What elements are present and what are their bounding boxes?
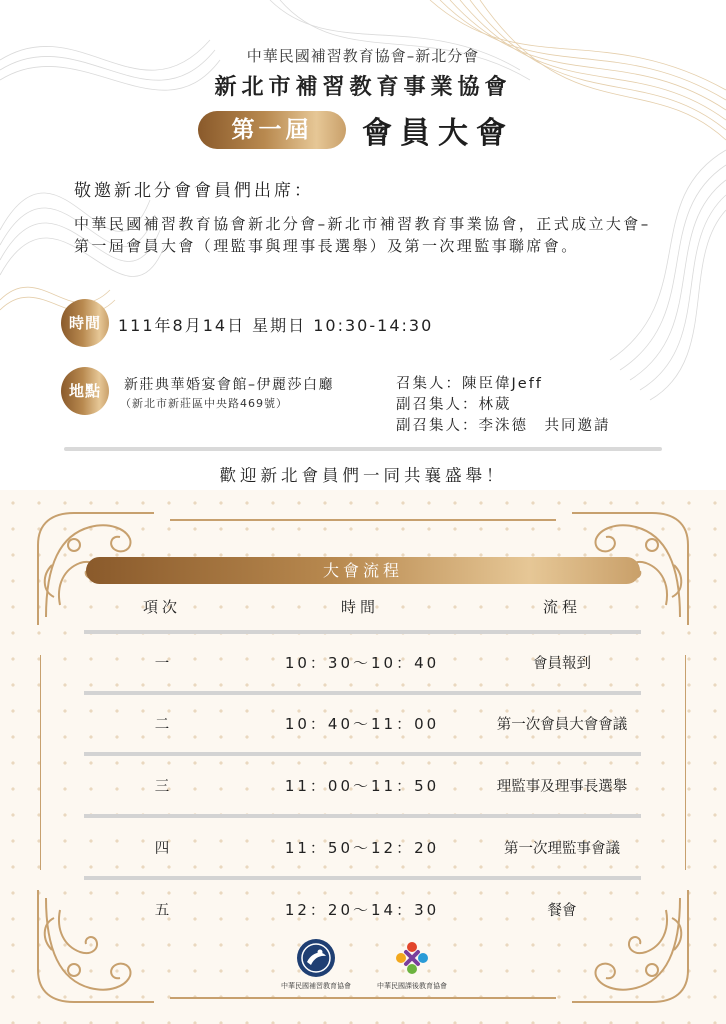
row-time: 10：40～11：00	[284, 715, 440, 733]
welcome-message: 歡迎新北會員們一同共襄盛舉！	[219, 466, 507, 485]
section-divider	[64, 447, 662, 451]
afterschool-association-name: 中華民國課後教育協會	[377, 982, 447, 990]
frame-top-line	[170, 519, 556, 521]
frame-right-line	[685, 655, 686, 870]
venue-address: （新北市新莊區中央路469號）	[120, 397, 288, 410]
row-number: 五	[154, 903, 170, 919]
row-time: 12：20～14：30	[284, 901, 440, 919]
place-badge: 地點	[61, 367, 109, 415]
row-process: 餐會	[547, 903, 577, 919]
convener-line: 召集人：陳臣偉Jeff	[396, 376, 543, 392]
conveners-list	[396, 374, 611, 437]
organization-subtitle: 中華民國補習教育協會–新北分會	[246, 47, 480, 65]
table-row-divider	[84, 630, 641, 634]
row-time: 11：00～11：50	[284, 777, 440, 795]
association-name: 中華民國補習教育協會	[281, 982, 351, 990]
row-time: 11：50～12：20	[284, 839, 440, 857]
convener-line: 副召集人：李洙德 共同邀請	[396, 418, 611, 434]
row-process: 第一次理監事會議	[504, 841, 620, 857]
table-row-divider	[84, 752, 641, 756]
convener-line: 副召集人：林葳	[396, 397, 512, 413]
table-row-divider	[84, 691, 641, 695]
table-row-divider	[84, 876, 641, 880]
association-seal-icon	[296, 938, 336, 978]
row-time: 10：30～10：40	[284, 654, 440, 672]
column-header-number: 項次	[142, 598, 181, 616]
event-time: 111年8月14日 星期日 10:30-14:30	[118, 316, 434, 335]
agenda-title: 大會流程	[86, 557, 640, 584]
row-number: 二	[154, 717, 170, 733]
row-number: 三	[154, 779, 170, 795]
column-header-process: 流程	[542, 598, 581, 616]
frame-left-line	[40, 655, 41, 870]
organization-title: 新北市補習教育事業協會	[214, 75, 512, 100]
invitation-heading: 敬邀新北分會會員們出席：	[74, 181, 314, 201]
venue-name: 新莊典華婚宴會館–伊麗莎白廳	[124, 377, 334, 393]
frame-bottom-line	[170, 997, 556, 999]
row-process: 理監事及理事長選舉	[496, 779, 628, 795]
session-badge: 第一屆	[198, 111, 346, 149]
afterschool-association-icon	[392, 938, 432, 978]
time-badge: 時間	[61, 299, 109, 347]
row-number: 四	[154, 841, 170, 857]
column-header-time: 時間	[340, 598, 379, 616]
row-process: 第一次會員大會會議	[496, 717, 628, 733]
row-number: 一	[154, 656, 170, 672]
row-process: 會員報到	[533, 656, 591, 672]
event-title: 會員大會	[362, 116, 514, 151]
invitation-body: 中華民國補習教育協會新北分會–新北市補習教育事業協會，正式成立大會–第一屆會員大會（理監事與理事長選舉）及第一次理監事聯席會。	[74, 215, 651, 255]
table-row-divider	[84, 814, 641, 818]
